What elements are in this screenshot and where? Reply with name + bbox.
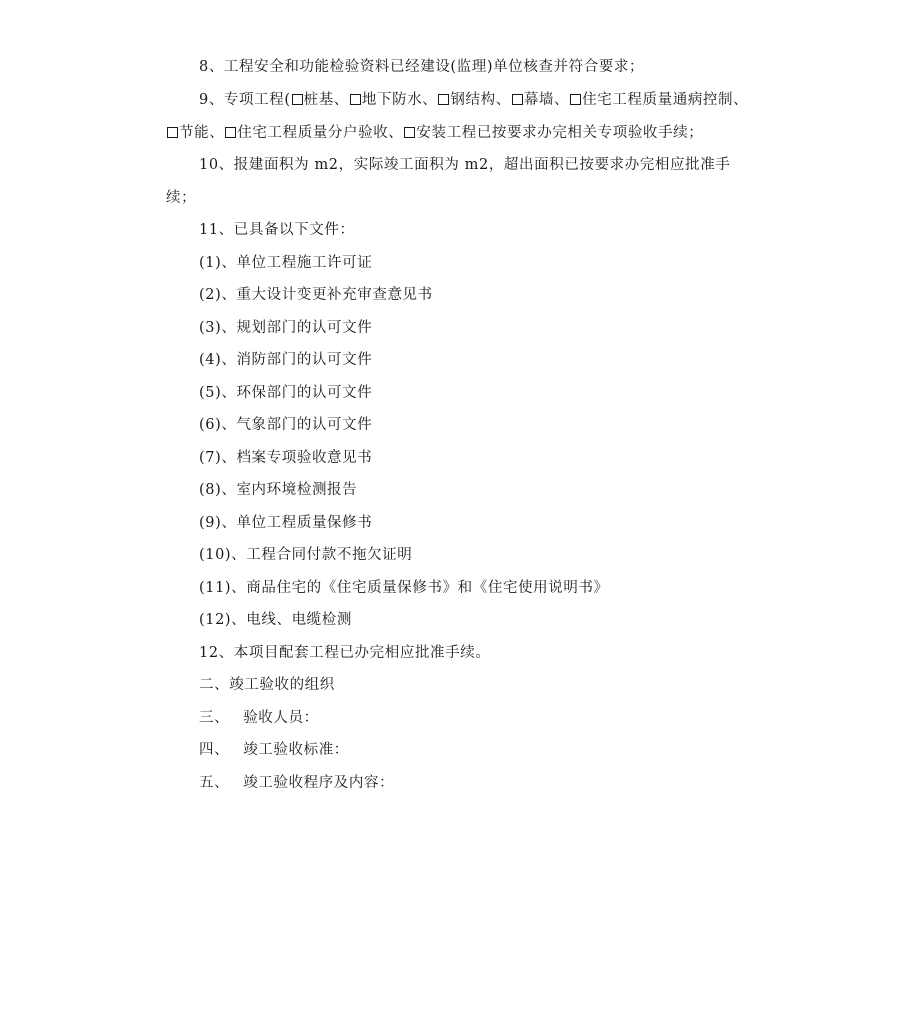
item-12: 12、本项目配套工程已办完相应批准手续。 xyxy=(199,645,491,661)
option-curtain-wall: 幕墙、 xyxy=(523,92,570,108)
checkbox-installation[interactable] xyxy=(404,127,415,138)
file-item: (4)、消防部门的认可文件 xyxy=(199,352,373,368)
item-11: 11、已具备以下文件： xyxy=(199,222,355,238)
file-item: (3)、规划部门的认可文件 xyxy=(199,320,373,336)
file-item: (2)、重大设计变更补充审查意见书 xyxy=(199,287,433,303)
section-3-number: 三、 xyxy=(199,710,230,726)
file-item: (5)、环保部门的认可文件 xyxy=(199,385,373,401)
option-quality-control: 住宅工程质量通病控制、 xyxy=(582,92,749,108)
section-4-heading xyxy=(199,740,349,760)
section-4-number: 四、 xyxy=(199,742,230,758)
item-9-tail: 已按要求办完相关专项验收手续； xyxy=(476,125,704,141)
checkbox-energy-saving[interactable] xyxy=(167,127,178,138)
checkbox-steel-structure[interactable] xyxy=(438,94,449,105)
option-installation: 安装工程 xyxy=(416,125,477,141)
checkbox-pile-foundation[interactable] xyxy=(292,94,303,105)
section-5-number: 五、 xyxy=(199,775,230,791)
section-3-text: 验收人员： xyxy=(243,710,319,726)
option-energy-saving: 节能、 xyxy=(179,125,225,141)
checkbox-quality-control[interactable] xyxy=(570,94,581,105)
item-9-line-2 xyxy=(166,123,703,143)
option-steel-structure: 钢结构、 xyxy=(450,92,511,108)
file-item: (10)、工程合同付款不拖欠证明 xyxy=(199,547,413,563)
item-8: 8、工程安全和功能检验资料已经建设(监理)单位核查并符合要求； xyxy=(199,59,645,75)
file-item: (7)、档案专项验收意见书 xyxy=(199,450,373,466)
file-item: (11)、商品住宅的《住宅质量保修书》和《住宅使用说明书》 xyxy=(199,580,609,596)
item-10-line-1: 10、报建面积为 m2，实际竣工面积为 m2，超出面积已按要求办完相应批准手 xyxy=(199,157,731,173)
file-item: (1)、单位工程施工许可证 xyxy=(199,255,373,271)
option-household-acceptance: 住宅工程质量分户验收、 xyxy=(237,125,404,141)
checkbox-underground-waterproof[interactable] xyxy=(350,94,361,105)
checkbox-household-acceptance[interactable] xyxy=(225,127,236,138)
checkbox-curtain-wall[interactable] xyxy=(512,94,523,105)
file-item: (8)、室内环境检测报告 xyxy=(199,482,358,498)
file-item: (12)、电线、电缆检测 xyxy=(199,612,352,628)
section-2-heading: 二、竣工验收的组织 xyxy=(199,677,335,693)
section-5-text: 竣工验收程序及内容： xyxy=(243,775,395,791)
item-10-line-2: 续； xyxy=(166,190,197,206)
item-9-line-1 xyxy=(199,90,748,110)
file-item: (6)、气象部门的认可文件 xyxy=(199,417,373,433)
section-4-text: 竣工验收标准： xyxy=(243,742,349,758)
file-item: (9)、单位工程质量保修书 xyxy=(199,515,373,531)
section-3-heading xyxy=(199,708,319,728)
option-underground-waterproof: 地下防水、 xyxy=(361,92,438,108)
item-9-intro: 9、专项工程( xyxy=(199,92,291,108)
section-5-heading xyxy=(199,773,394,793)
option-pile-foundation: 桩基、 xyxy=(303,92,349,108)
